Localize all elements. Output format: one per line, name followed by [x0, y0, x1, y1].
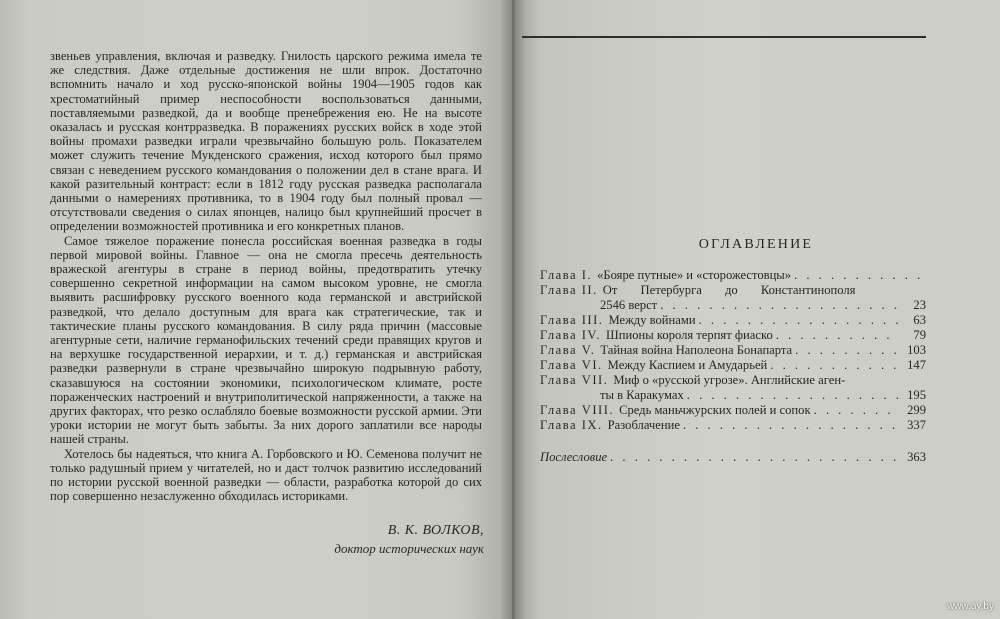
- paragraph: Хотелось бы надеяться, что книга А. Горбовского и Ю. Семенова получит не только радушный прием у читателей, но и даст толчок развитию исследований по истории русской военной разведки — области, разработка которой до сих пор совершенно незаслуженно обходилась историками.: [50, 446, 482, 504]
- chapter-label: Глава IV.: [540, 328, 602, 342]
- toc-entry: [540, 343, 926, 358]
- toc-entry: [540, 418, 926, 433]
- afterword-title: Послесловие: [540, 450, 608, 464]
- leader-dots: [683, 418, 899, 433]
- toc-entry: [540, 313, 926, 328]
- leader-dots: [699, 313, 899, 328]
- chapter-page: 79: [913, 328, 926, 342]
- chapter-label: Глава I.: [540, 268, 593, 282]
- table-of-contents: [540, 268, 926, 465]
- chapter-label: Глава VIII.: [540, 403, 615, 417]
- header-rule: [522, 36, 926, 38]
- afterword-page: 363: [907, 450, 926, 464]
- chapter-title: Между Каспием и Амударьей: [607, 358, 768, 372]
- leader-dots: [687, 388, 899, 403]
- chapter-title-continued: ты в Каракумах: [600, 388, 684, 402]
- toc-entry: [540, 403, 926, 418]
- chapter-page: 147: [907, 358, 926, 372]
- toc-entry: [540, 283, 926, 313]
- toc-entry: [540, 358, 926, 373]
- book-gutter: [500, 0, 526, 619]
- chapter-page: 23: [913, 298, 926, 312]
- chapter-label: Глава VI.: [540, 358, 603, 372]
- chapter-label: Глава V.: [540, 343, 596, 357]
- chapter-page: 299: [907, 403, 926, 417]
- leader-dots: [794, 268, 923, 283]
- chapter-title: От Петербурга до Константинополя: [602, 283, 856, 297]
- paragraph: звеньев управления, включая и разведку. Гнилость царского режима имела те же следствия. Даже отдельные достижения не шли впрок. Достаточно вспомнить начало и ход русско-японской войны 1904—1905 годов как хрестоматийный пример неспособности воспользоваться данными, поставляемыми разведкой, да и вообще пренебрежения ею. Не на высоте оказалась и русская контрразведка. В поражениях русских войск в ходе этой войны промахи разведки играли чрезвычайно большую роль. Показателем может служить течение Мукденского сражения, исход которого был прямо связан с неведением русского командования о положении дел в стане врага. И какой разительный контраст: если в 1812 году русская разведка располагала данными о намерениях противника, то в 1904 году был полный провал — отсутствовали сведения о силах японцев, налицо был крупнейший просчет в определении возможностей противника и его конкретных планов.: [50, 49, 482, 234]
- toc-entry: [540, 268, 926, 283]
- toc-entry: [540, 373, 926, 403]
- chapter-label: Глава III.: [540, 313, 604, 327]
- leader-dots: [660, 298, 899, 313]
- toc-afterword: [540, 450, 926, 465]
- chapter-label: Глава VII.: [540, 373, 609, 387]
- signature-title: доктор исторических наук: [334, 541, 484, 556]
- chapter-title: Шпионы короля терпят фиаско: [606, 328, 773, 342]
- chapter-page: 337: [907, 418, 926, 432]
- leader-dots: [610, 450, 899, 465]
- chapter-title: Тайная война Наполеона Бонапарта: [600, 343, 793, 357]
- toc-title: ОГЛАВЛЕНИЕ: [698, 237, 814, 252]
- chapter-label: Глава II.: [540, 283, 598, 297]
- chapter-page: 103: [907, 343, 926, 357]
- chapter-title: Средь маньчжурских полей и сопок: [619, 403, 811, 417]
- chapter-page: 63: [913, 313, 926, 327]
- toc-entry: [540, 328, 926, 343]
- leader-dots: [770, 358, 899, 373]
- chapter-label: Глава IX.: [540, 418, 603, 432]
- paragraph: Самое тяжелое поражение понесла российская военная разведка в годы первой мировой войны. Главное — она не смогла пресечь деятельность вражеской агентуры в стране в период войны, предотвратить утечку совершенно секретной информации на самом высоком уровне, не смогла выявить расшифровку русского военного кода германской и австрийской разведкой, что делало доступным для врага как стратегические, так и тактические планы русского командования. В силу ряда причин (массовые агентурные сети, наличие германофильских течений среди правящих кругов и на верхушке государственной иерархии, и т. д.) германская и австрийская разведки развернули в стране чрезвычайно широкую подрывную работу, сказавшуюся на состоянии экономики, психологическом климате, росте пораженческих настроений и внутриполитической напряженности, а также на других факторах, что резко ослабляло боевые возможности русской армии. Эти уроки истории не могут быть забыты. За них дорого заплатили все народы нашей страны.: [50, 233, 482, 447]
- foreword-text: [50, 49, 482, 504]
- leader-dots: [814, 403, 899, 418]
- signature-name: В. К. ВОЛКОВ,: [387, 523, 484, 538]
- leader-dots: [795, 343, 899, 358]
- chapter-title: «Бояре путные» и «сторожестовцы»: [597, 268, 792, 282]
- chapter-page: 195: [907, 388, 926, 402]
- chapter-title: Между войнами: [608, 313, 696, 327]
- watermark-text: www.ay.by: [946, 601, 994, 612]
- leader-dots: [776, 328, 899, 343]
- chapter-title: Разоблачение: [607, 418, 680, 432]
- chapter-title-continued: 2546 верст: [600, 298, 658, 312]
- chapter-title: Миф о «русской угрозе». Английские аген-: [613, 373, 846, 387]
